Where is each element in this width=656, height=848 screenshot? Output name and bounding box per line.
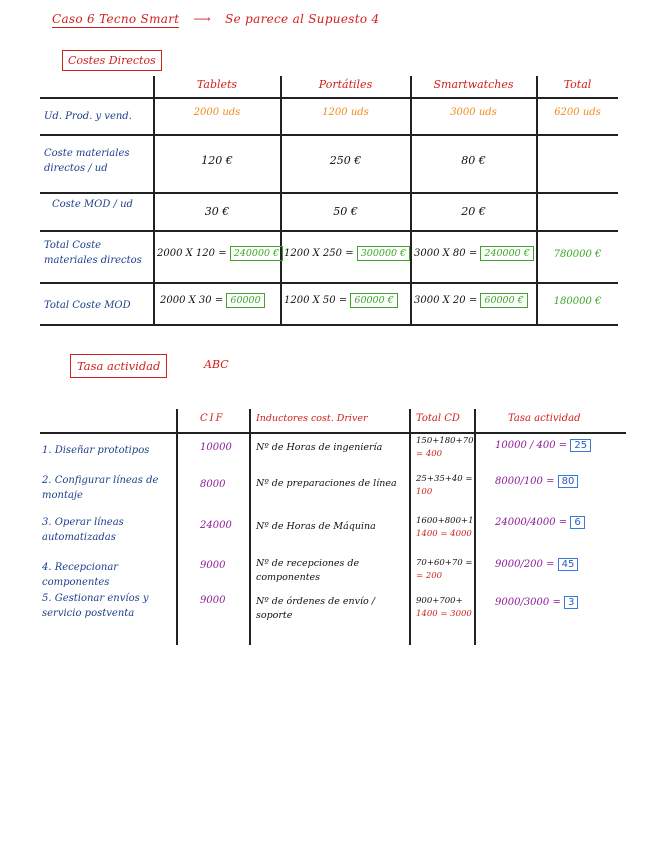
sum: 25+35+40 = xyxy=(416,474,473,484)
formula: 1200 X 250 = xyxy=(284,248,354,259)
ud-smartwatches: 3000 uds xyxy=(450,107,497,118)
row-label-mod: Coste MOD / ud xyxy=(52,199,133,210)
activity-2-tasa xyxy=(495,476,578,487)
tasa-actividad-table xyxy=(40,405,626,645)
activity-4-total-cd xyxy=(416,557,473,583)
activity-2-cif: 8000 xyxy=(200,479,226,490)
activity-4-driver: Nº de recepciones de componentes xyxy=(256,558,360,583)
activity-3-driver: Nº de Horas de Máquina xyxy=(256,521,376,532)
sum: 150+180+70 xyxy=(416,436,474,446)
sum: 1600+800+1 xyxy=(416,516,474,526)
head-tasa-actividad: Tasa actividad xyxy=(508,413,581,424)
activity-1-tasa xyxy=(495,440,591,451)
row-label-unidades: Ud. Prod. y vend. xyxy=(44,111,132,122)
activity-3-tasa xyxy=(495,517,585,528)
similar-note: Se parece al Supuesto 4 xyxy=(225,12,380,26)
mat-smartwatches: 80 € xyxy=(461,154,486,167)
rate-box: 45 xyxy=(558,558,579,571)
ud-portatiles: 1200 uds xyxy=(322,107,369,118)
col-head-tablets: Tablets xyxy=(196,78,238,91)
rate-box: 6 xyxy=(570,516,584,529)
result-box: 240000 € xyxy=(480,246,533,261)
costes-directos-label: Costes Directos xyxy=(62,50,162,71)
ud-tablets: 2000 uds xyxy=(193,107,241,118)
formula: 2000 X 120 = xyxy=(157,248,227,259)
total-mat-total: 780000 € xyxy=(553,249,602,260)
sum-result: 100 xyxy=(416,487,433,497)
mod-tablets: 30 € xyxy=(204,205,230,218)
result-box: 60000 xyxy=(226,293,264,308)
mod-smartwatches: 20 € xyxy=(461,205,486,218)
activity-1-total-cd xyxy=(416,435,474,461)
result-box: 240000 € xyxy=(230,246,283,261)
rate-box: 25 xyxy=(570,439,591,452)
result-box: 60000 € xyxy=(480,293,527,308)
total-mat-smartwatches xyxy=(414,248,534,259)
row-label-materiales: Coste materiales directos / ud xyxy=(44,148,130,174)
rate-box: 3 xyxy=(564,596,578,609)
activity-5-driver: Nº de órdenes de envío / soporte xyxy=(256,596,375,621)
sum-result: = 400 xyxy=(416,449,443,459)
result-box: 300000 € xyxy=(357,246,410,261)
tasa-formula: 9000/3000 = xyxy=(495,597,561,608)
total-mat-tablets xyxy=(157,248,283,259)
head-inductores: Inductores cost. Driver xyxy=(256,413,368,424)
row-label-total-mod: Total Coste MOD xyxy=(44,300,131,311)
tasa-formula: 9000/200 = xyxy=(495,559,555,570)
page-title xyxy=(52,12,379,26)
activity-5-total-cd xyxy=(416,595,472,621)
total-mod-tablets xyxy=(160,295,265,306)
sum: 70+60+70 = xyxy=(416,558,473,568)
head-cif: CIF xyxy=(200,413,225,424)
tasa-formula: 24000/4000 = xyxy=(495,517,568,528)
head-total-cd: Total CD xyxy=(416,413,460,424)
ud-total: 6200 uds xyxy=(554,107,601,118)
total-mod-smartwatches xyxy=(414,295,528,306)
activity-4-cif: 9000 xyxy=(200,560,226,571)
activity-5-tasa xyxy=(495,597,578,608)
arrow-right-icon: ⟶ xyxy=(193,12,211,26)
activity-4-name: 4. Recepcionar componentes xyxy=(42,562,119,588)
activity-1-driver: Nº de Horas de ingeniería xyxy=(256,442,383,453)
activity-1-name: 1. Diseñar prototipos xyxy=(42,445,150,456)
mat-portatiles: 250 € xyxy=(329,154,362,167)
activity-2-driver: Nº de preparaciones de línea xyxy=(256,478,397,489)
case-title: Caso 6 Tecno Smart xyxy=(52,12,180,26)
col-head-smartwatches: Smartwatches xyxy=(433,78,514,91)
sum-result: 1400 = 4000 xyxy=(416,529,472,539)
mat-tablets: 120 € xyxy=(201,154,233,167)
row-label-total-materiales: Total Coste materiales directos xyxy=(44,240,142,266)
activity-1-cif: 10000 xyxy=(200,442,232,453)
tasa-formula: 10000 / 400 = xyxy=(495,440,568,451)
formula: 2000 X 30 = xyxy=(160,295,224,306)
tasa-formula: 8000/100 = xyxy=(495,476,555,487)
sum-result: = 200 xyxy=(416,571,443,581)
rate-box: 80 xyxy=(558,475,579,488)
activity-5-cif: 9000 xyxy=(200,595,226,606)
activity-3-name: 3. Operar líneas automatizadas xyxy=(42,517,124,543)
total-mat-portatiles xyxy=(284,248,410,259)
activity-4-tasa xyxy=(495,559,578,570)
result-box: 60000 € xyxy=(350,293,397,308)
formula: 3000 X 20 = xyxy=(414,295,478,306)
tasa-actividad-label: Tasa actividad xyxy=(70,354,167,378)
col-head-portatiles: Portátiles xyxy=(318,78,373,91)
col-head-total: Total xyxy=(563,78,592,91)
mod-portatiles: 50 € xyxy=(333,205,358,218)
activity-2-total-cd xyxy=(416,473,473,499)
activity-3-total-cd xyxy=(416,515,474,541)
sum-result: 1400 = 3000 xyxy=(416,609,472,619)
activity-3-cif: 24000 xyxy=(200,520,232,531)
total-mod-portatiles xyxy=(284,295,398,306)
sum: 900+700+ xyxy=(416,596,463,606)
total-mod-total: 180000 € xyxy=(553,296,602,307)
method-label: ABC xyxy=(204,358,229,371)
formula: 1200 X 50 = xyxy=(284,295,348,306)
formula: 3000 X 80 = xyxy=(414,248,478,259)
activity-5-name: 5. Gestionar envíos y servicio postventa xyxy=(42,593,149,619)
costes-directos-table xyxy=(40,76,618,326)
activity-2-name: 2. Configurar líneas de montaje xyxy=(42,475,159,501)
